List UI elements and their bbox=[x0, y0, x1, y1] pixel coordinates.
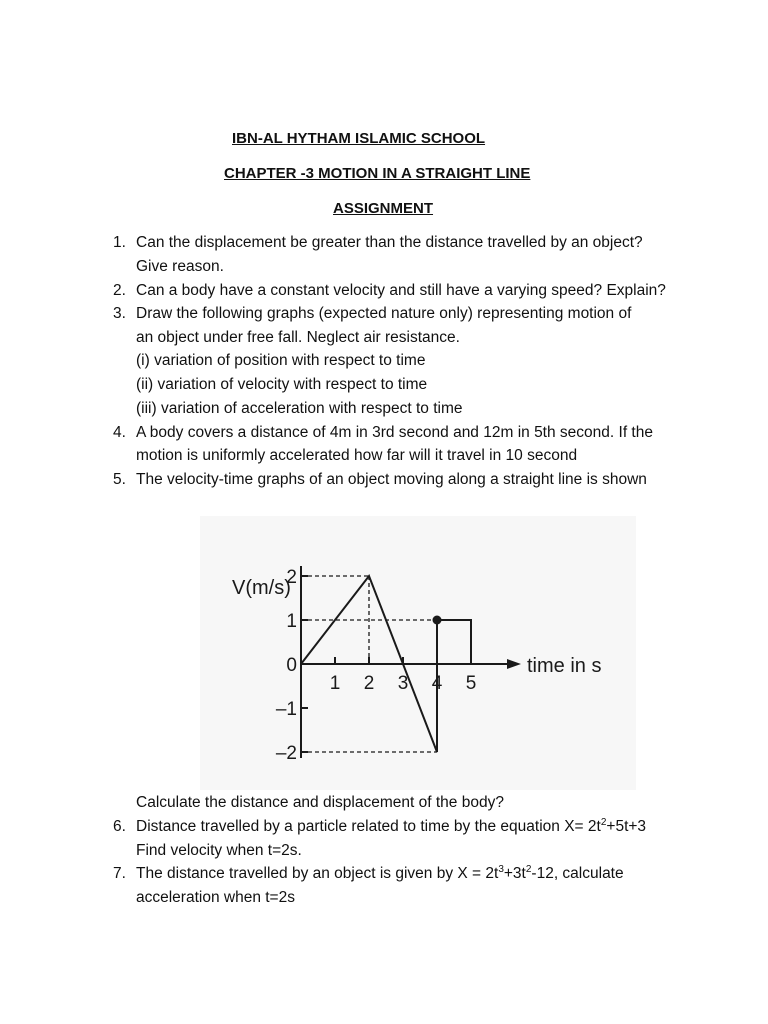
q3-number: 3. bbox=[113, 305, 126, 322]
q1-number: 1. bbox=[113, 234, 126, 251]
x-axis-arrowhead bbox=[507, 659, 521, 669]
q1-line2: Give reason. bbox=[136, 258, 224, 275]
q5-line2: Calculate the distance and displacement of the body? bbox=[136, 794, 504, 811]
y-tick-label: 1 bbox=[286, 611, 297, 632]
q6-line1 bbox=[136, 817, 646, 837]
q7-line1 bbox=[136, 864, 624, 884]
y-tick-label: –2 bbox=[275, 743, 297, 764]
x-tick-label: 3 bbox=[397, 673, 409, 694]
q6-text-a: Distance travelled by a particle related to time by the equation X= 2t bbox=[136, 818, 601, 835]
chapter-title: CHAPTER -3 MOTION IN A STRAIGHT LINE bbox=[224, 165, 531, 182]
x-tick-label: 1 bbox=[329, 673, 341, 694]
q6-text-b: +5t+3 bbox=[606, 818, 647, 835]
q7-number: 7. bbox=[113, 865, 126, 882]
q7-line2: acceleration when t=2s bbox=[136, 889, 295, 906]
q7-text-b: +3t bbox=[503, 865, 526, 882]
x-tick-label: 2 bbox=[363, 673, 375, 694]
velocity-time-graph bbox=[200, 516, 636, 790]
x-tick-label: 4 bbox=[431, 673, 443, 694]
q3-line1: Draw the following graphs (expected nature only) representing motion of bbox=[136, 305, 632, 322]
y-axis-label: V(m/s) bbox=[232, 577, 291, 599]
q4-number: 4. bbox=[113, 424, 126, 441]
q7-exponent-2: 2 bbox=[525, 863, 532, 875]
q6-line2: Find velocity when t=2s. bbox=[136, 842, 302, 859]
q2-line1: Can a body have a constant velocity and still have a varying speed? Explain? bbox=[136, 282, 666, 299]
q3-line2: an object under free fall. Neglect air resistance. bbox=[136, 329, 460, 346]
x-tick-label: 5 bbox=[465, 673, 477, 694]
q7-exponent-1: 3 bbox=[498, 863, 504, 875]
x-axis-label: time in s bbox=[527, 655, 602, 677]
school-name: IBN-AL HYTHAM ISLAMIC SCHOOL bbox=[232, 130, 486, 147]
y-tick-label: 0 bbox=[286, 655, 297, 676]
q6-number: 6. bbox=[113, 818, 126, 835]
q2-number: 2. bbox=[113, 282, 126, 299]
q3-line5: (iii) variation of acceleration with respect to time bbox=[136, 400, 463, 417]
y-tick-label: 2 bbox=[286, 567, 297, 588]
q3-line4: (ii) variation of velocity with respect to time bbox=[136, 376, 428, 393]
assignment-title: ASSIGNMENT bbox=[333, 200, 434, 217]
y-tick-label: –1 bbox=[275, 699, 297, 720]
q7-text-a: The distance travelled by an object is given by X = 2t bbox=[136, 865, 499, 882]
q6-exponent: 2 bbox=[600, 816, 607, 828]
q7-text-c: -12, calculate bbox=[531, 865, 624, 882]
velocity-time-svg bbox=[200, 516, 636, 790]
data-point-t4 bbox=[433, 616, 442, 625]
q5-number: 5. bbox=[113, 471, 126, 488]
q1-line1: Can the displacement be greater than the distance travelled by an object? bbox=[136, 234, 643, 251]
q3-line3: (i) variation of position with respect to time bbox=[136, 352, 426, 369]
q4-line1: A body covers a distance of 4m in 3rd second and 12m in 5th second. If the bbox=[136, 424, 653, 441]
q4-line2: motion is uniformly accelerated how far will it travel in 10 second bbox=[136, 447, 578, 464]
q5-line1: The velocity-time graphs of an object moving along a straight line is shown bbox=[136, 471, 647, 488]
